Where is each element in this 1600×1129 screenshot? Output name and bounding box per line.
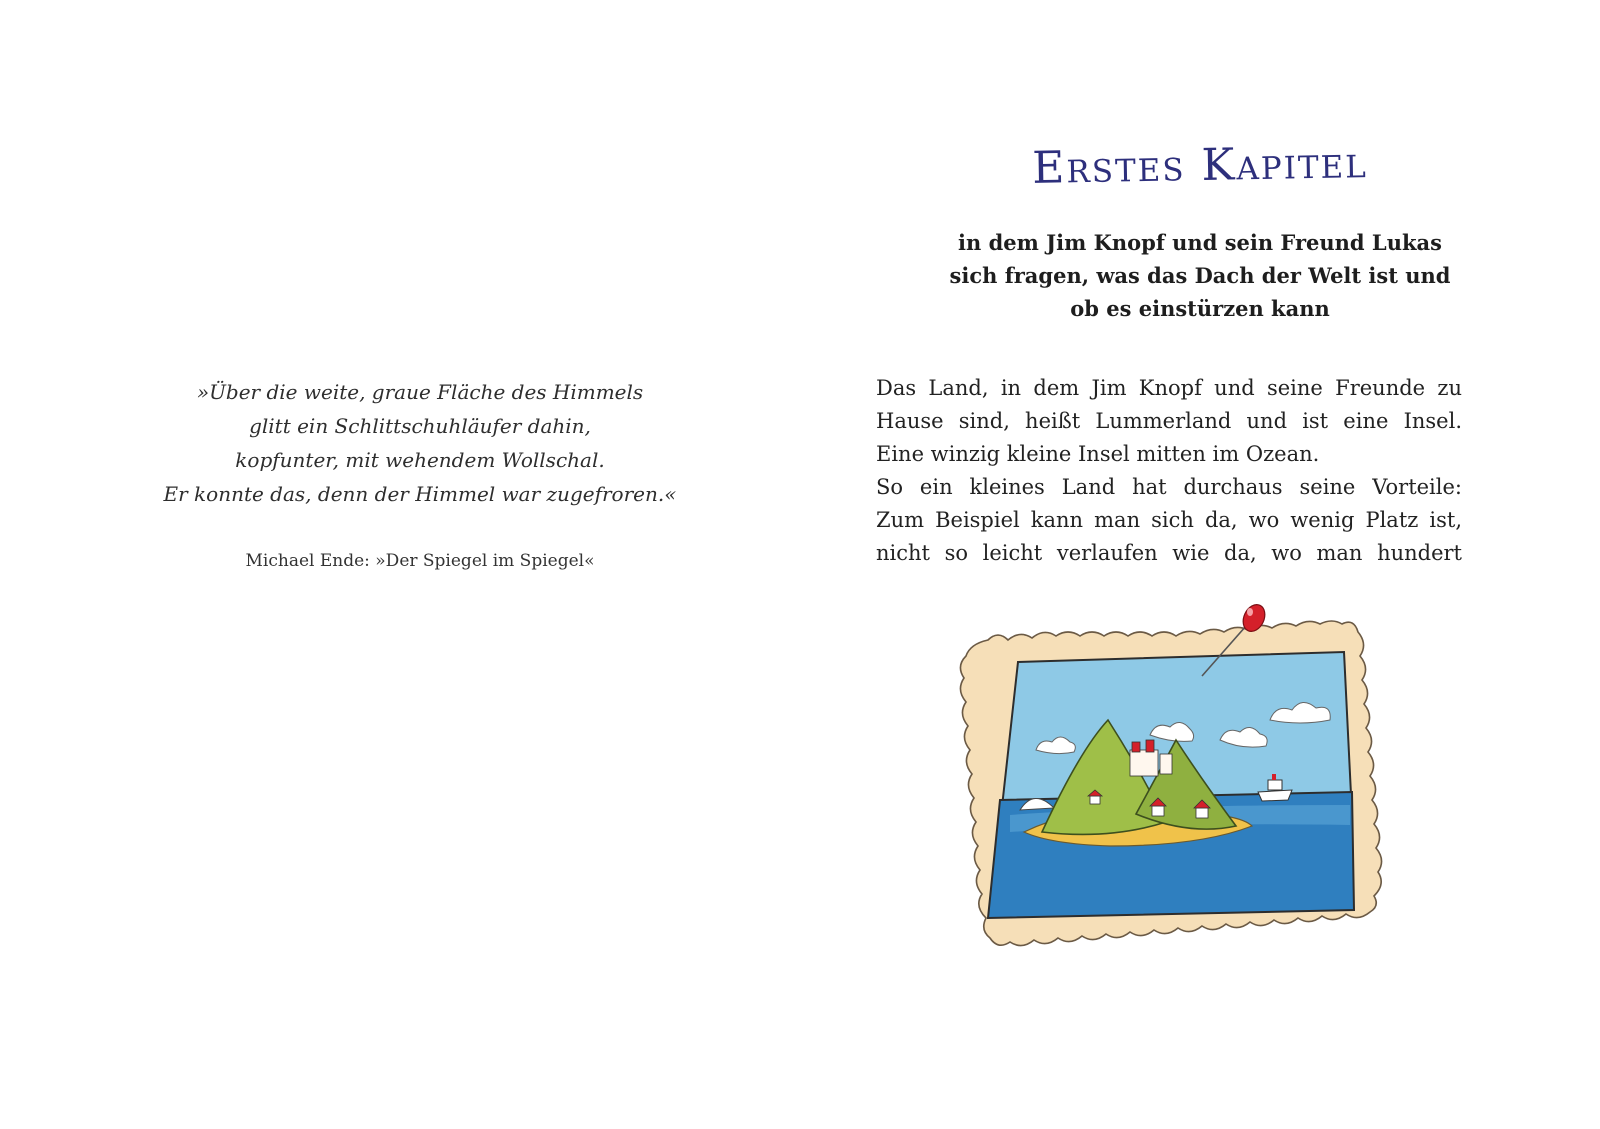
chapter-subtitle-line: in dem Jim Knopf und sein Freund Lukas (958, 230, 1442, 255)
chapter-subtitle (860, 226, 1540, 325)
body-line: nicht so leicht verlaufen wie da, wo man hundert (876, 541, 1462, 565)
epigraph-attribution: Michael Ende: »Der Spiegel im Spiegel« (245, 551, 595, 571)
chapter-subtitle-line: sich fragen, was das Dach der Welt ist und (949, 263, 1451, 288)
epigraph-line: »Über die weite, graue Fläche des Himmels (196, 380, 644, 404)
body-line: So ein kleines Land hat durchaus seine Vorteile: (876, 475, 1462, 499)
body-line: Eine winzig kleine Insel mitten im Ozean. (876, 442, 1320, 466)
body-line: Zum Beispiel kann man sich da, wo wenig Platz ist, (876, 508, 1462, 532)
epigraph-line: kopfunter, mit wehendem Wollschal. (235, 448, 605, 472)
chapter-subtitle-line: ob es einstürzen kann (1070, 296, 1330, 321)
epigraph-line: glitt ein Schlittschuhläufer dahin, (249, 414, 591, 438)
right-page (820, 0, 1600, 1129)
epigraph (120, 375, 720, 511)
body-line: Das Land, in dem Jim Knopf und seine Freunde zu (876, 376, 1462, 400)
body-text (876, 372, 1462, 570)
island-postcard-illustration (940, 600, 1390, 960)
epigraph-line: Er konnte das, denn der Himmel war zugefroren.« (163, 482, 677, 506)
chapter-title: Erstes Kapitel (1031, 137, 1369, 194)
body-line: Hause sind, heißt Lummerland und ist eine Insel. (876, 409, 1462, 433)
